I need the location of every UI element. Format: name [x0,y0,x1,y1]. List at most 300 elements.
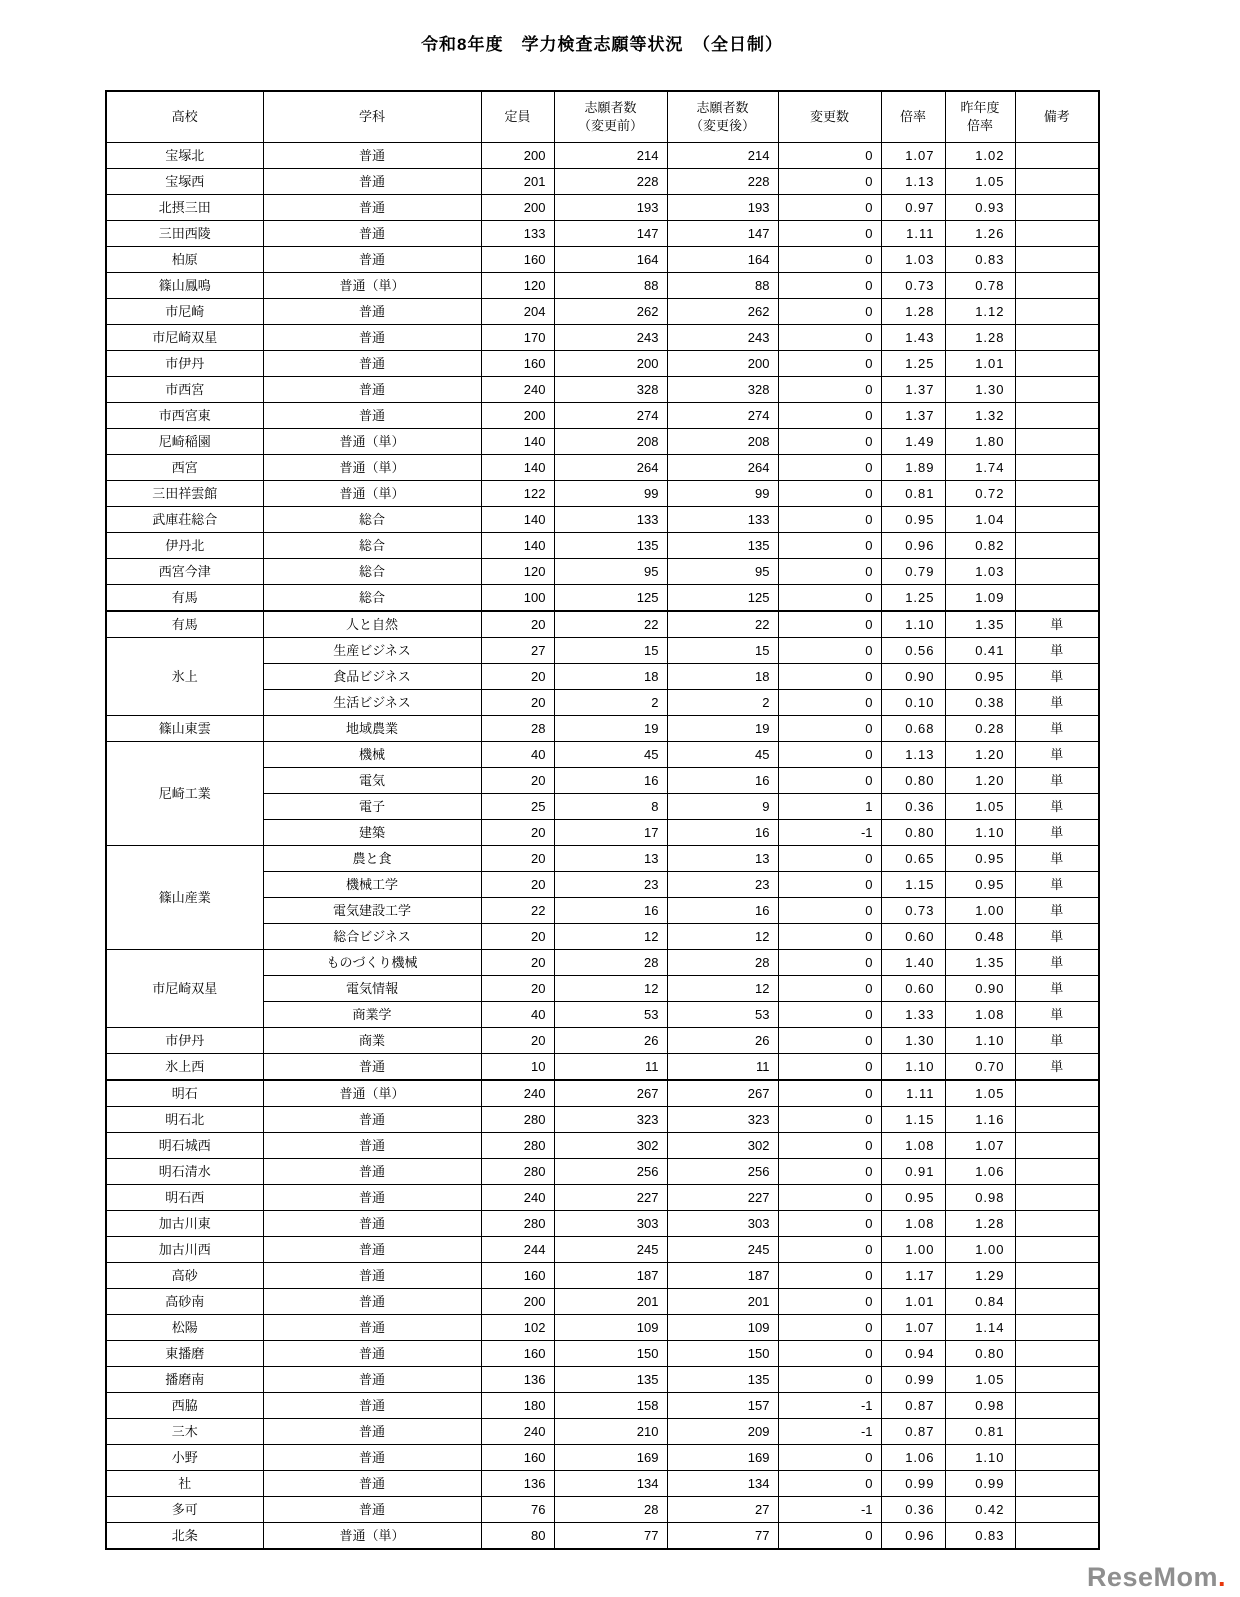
department-cell: 普通 [263,1106,481,1132]
capacity-cell: 140 [481,506,554,532]
ratio-cell: 0.96 [881,1522,945,1549]
capacity-cell: 100 [481,584,554,611]
applicants-before-cell: 28 [554,1496,667,1522]
change-count-cell: 0 [778,1522,881,1549]
applicants-after-cell: 147 [667,220,778,246]
applicants-after-cell: 209 [667,1418,778,1444]
capacity-cell: 240 [481,1184,554,1210]
applicants-before-cell: 264 [554,454,667,480]
header-ratio: 倍率 [881,91,945,142]
applicants-before-cell: 200 [554,350,667,376]
page-title: 令和8年度 学力検査志願等状況 （全日制） [421,35,783,54]
applicants-before-cell: 19 [554,715,667,741]
applicants-after-cell: 201 [667,1288,778,1314]
table-row [106,1080,1099,1107]
capacity-cell: 136 [481,1470,554,1496]
ratio-cell: 1.89 [881,454,945,480]
note-cell [1015,1158,1099,1184]
applicants-after-cell: 16 [667,767,778,793]
last-year-ratio-cell: 1.26 [945,220,1015,246]
note-cell [1015,1418,1099,1444]
change-count-cell: 0 [778,1314,881,1340]
applicants-after-cell: 28 [667,949,778,975]
applicants-before-cell: 109 [554,1314,667,1340]
table-row [106,1053,1099,1080]
note-cell [1015,1236,1099,1262]
department-cell: 普通 [263,1262,481,1288]
applicants-before-cell: 12 [554,975,667,1001]
table-row [106,1444,1099,1470]
ratio-cell: 1.00 [881,1236,945,1262]
applicants-before-cell: 328 [554,376,667,402]
change-count-cell: 0 [778,324,881,350]
department-cell: 普通 [263,1470,481,1496]
note-cell [1015,324,1099,350]
school-name-cell: 市尼崎双星 [106,324,263,350]
capacity-cell: 20 [481,611,554,638]
school-name-cell: 北摂三田 [106,194,263,220]
applicants-after-cell: 53 [667,1001,778,1027]
change-count-cell: 0 [778,741,881,767]
ratio-cell: 0.73 [881,897,945,923]
resemom-logo-dot: . [1217,1562,1226,1592]
last-year-ratio-cell: 1.10 [945,1444,1015,1470]
note-cell: 単 [1015,949,1099,975]
department-cell: 普通（単） [263,480,481,506]
note-cell [1015,1340,1099,1366]
ratio-cell: 1.11 [881,220,945,246]
applicants-after-cell: 13 [667,845,778,871]
department-cell: 普通（単） [263,1080,481,1107]
last-year-ratio-cell: 0.78 [945,272,1015,298]
applicants-before-cell: 135 [554,532,667,558]
capacity-cell: 170 [481,324,554,350]
change-count-cell: 0 [778,1444,881,1470]
change-count-cell: 0 [778,142,881,168]
last-year-ratio-cell: 0.95 [945,871,1015,897]
table-row [106,949,1099,975]
header-applicants-before: 志願者数 （変更前） [554,91,667,142]
last-year-ratio-cell: 1.03 [945,558,1015,584]
resemom-logo [1087,1562,1226,1593]
last-year-ratio-cell: 1.20 [945,767,1015,793]
department-cell: 総合 [263,532,481,558]
note-cell [1015,1392,1099,1418]
note-cell: 単 [1015,767,1099,793]
school-name-cell: 三木 [106,1418,263,1444]
capacity-cell: 200 [481,1288,554,1314]
table-row [106,350,1099,376]
school-name-cell: 松陽 [106,1314,263,1340]
ratio-cell: 1.13 [881,741,945,767]
ratio-cell: 1.03 [881,246,945,272]
department-cell: 普通 [263,1288,481,1314]
change-count-cell: 0 [778,1340,881,1366]
ratio-cell: 1.37 [881,376,945,402]
change-count-cell: -1 [778,819,881,845]
note-cell: 単 [1015,637,1099,663]
table-row [106,1027,1099,1053]
applicants-before-cell: 11 [554,1053,667,1080]
table-row [106,402,1099,428]
school-name-cell: 柏原 [106,246,263,272]
capacity-cell: 22 [481,897,554,923]
applicants-after-cell: 22 [667,611,778,638]
department-cell: 電子 [263,793,481,819]
applicants-before-cell: 133 [554,506,667,532]
applicants-before-cell: 88 [554,272,667,298]
last-year-ratio-cell: 1.14 [945,1314,1015,1340]
capacity-cell: 200 [481,194,554,220]
change-count-cell: 0 [778,845,881,871]
note-cell: 単 [1015,1001,1099,1027]
last-year-ratio-cell: 0.72 [945,480,1015,506]
table-row [106,376,1099,402]
school-name-cell: 播磨南 [106,1366,263,1392]
applicants-after-cell: 256 [667,1158,778,1184]
table-row [106,637,1099,663]
department-cell: 地域農業 [263,715,481,741]
change-count-cell: 0 [778,558,881,584]
school-name-cell: 有馬 [106,584,263,611]
applicants-after-cell: 274 [667,402,778,428]
note-cell: 単 [1015,1027,1099,1053]
note-cell [1015,168,1099,194]
applicants-before-cell: 214 [554,142,667,168]
header-department: 学科 [263,91,481,142]
department-cell: 普通 [263,1366,481,1392]
department-cell: 機械 [263,741,481,767]
note-cell: 単 [1015,975,1099,1001]
last-year-ratio-cell: 0.98 [945,1184,1015,1210]
capacity-cell: 200 [481,142,554,168]
last-year-ratio-cell: 0.95 [945,663,1015,689]
note-cell [1015,584,1099,611]
capacity-cell: 180 [481,1392,554,1418]
applicants-after-cell: 16 [667,819,778,845]
note-cell [1015,428,1099,454]
capacity-cell: 204 [481,298,554,324]
applicants-after-cell: 125 [667,584,778,611]
ratio-cell: 1.08 [881,1210,945,1236]
table-body [106,142,1099,1549]
last-year-ratio-cell: 0.48 [945,923,1015,949]
applicants-before-cell: 267 [554,1080,667,1107]
last-year-ratio-cell: 1.10 [945,1027,1015,1053]
change-count-cell: 0 [778,1184,881,1210]
last-year-ratio-cell: 0.70 [945,1053,1015,1080]
ratio-cell: 0.91 [881,1158,945,1184]
change-count-cell: 0 [778,376,881,402]
table-row [106,1288,1099,1314]
applicants-before-cell: 135 [554,1366,667,1392]
department-cell: 普通（単） [263,1522,481,1549]
last-year-ratio-cell: 0.98 [945,1392,1015,1418]
school-name-cell: 市尼崎双星 [106,949,263,1027]
table-row [106,1184,1099,1210]
capacity-cell: 20 [481,663,554,689]
table-row [106,1158,1099,1184]
change-count-cell: 0 [778,1080,881,1107]
change-count-cell: 1 [778,793,881,819]
applicants-before-cell: 193 [554,194,667,220]
school-name-cell: 有馬 [106,611,263,638]
school-name-cell: 篠山鳳鳴 [106,272,263,298]
department-cell: 総合ビジネス [263,923,481,949]
capacity-cell: 160 [481,350,554,376]
last-year-ratio-cell: 1.04 [945,506,1015,532]
school-name-cell: 篠山東雲 [106,715,263,741]
capacity-cell: 20 [481,1027,554,1053]
applicants-after-cell: 77 [667,1522,778,1549]
change-count-cell: 0 [778,246,881,272]
applicants-after-cell: 88 [667,272,778,298]
note-cell [1015,532,1099,558]
school-name-cell: 宝塚西 [106,168,263,194]
applicants-after-cell: 157 [667,1392,778,1418]
capacity-cell: 122 [481,480,554,506]
last-year-ratio-cell: 0.83 [945,246,1015,272]
note-cell [1015,1106,1099,1132]
applicants-before-cell: 45 [554,741,667,767]
note-cell [1015,1262,1099,1288]
capacity-cell: 201 [481,168,554,194]
department-cell: 普通 [263,1340,481,1366]
table-row [106,1262,1099,1288]
school-name-cell: 社 [106,1470,263,1496]
department-cell: 総合 [263,584,481,611]
applicants-before-cell: 99 [554,480,667,506]
applicants-before-cell: 187 [554,1262,667,1288]
capacity-cell: 280 [481,1132,554,1158]
school-name-cell: 西宮 [106,454,263,480]
table-row [106,584,1099,611]
change-count-cell: 0 [778,637,881,663]
table-row [106,1236,1099,1262]
ratio-cell: 0.96 [881,532,945,558]
note-cell [1015,272,1099,298]
capacity-cell: 20 [481,949,554,975]
note-cell [1015,1496,1099,1522]
last-year-ratio-cell: 1.29 [945,1262,1015,1288]
change-count-cell: 0 [778,767,881,793]
department-cell: 普通 [263,246,481,272]
note-cell: 単 [1015,715,1099,741]
school-name-cell: 宝塚北 [106,142,263,168]
school-name-cell: 三田西陵 [106,220,263,246]
change-count-cell: -1 [778,1392,881,1418]
school-name-cell: 小野 [106,1444,263,1470]
note-cell [1015,1522,1099,1549]
table-row [106,1340,1099,1366]
header-last-year-ratio: 昨年度 倍率 [945,91,1015,142]
last-year-ratio-cell: 1.35 [945,949,1015,975]
note-cell: 単 [1015,871,1099,897]
capacity-cell: 120 [481,558,554,584]
last-year-ratio-cell: 1.35 [945,611,1015,638]
table-row [106,845,1099,871]
department-cell: 普通 [263,1158,481,1184]
applicants-after-cell: 15 [667,637,778,663]
ratio-cell: 1.49 [881,428,945,454]
last-year-ratio-cell: 0.41 [945,637,1015,663]
last-year-ratio-cell: 1.20 [945,741,1015,767]
ratio-cell: 0.87 [881,1392,945,1418]
capacity-cell: 240 [481,1418,554,1444]
ratio-cell: 1.17 [881,1262,945,1288]
applicants-before-cell: 169 [554,1444,667,1470]
capacity-cell: 10 [481,1053,554,1080]
ratio-cell: 0.36 [881,1496,945,1522]
school-name-cell: 篠山産業 [106,845,263,949]
applicants-before-cell: 12 [554,923,667,949]
school-name-cell: 三田祥雲館 [106,480,263,506]
capacity-cell: 140 [481,428,554,454]
last-year-ratio-cell: 0.99 [945,1470,1015,1496]
ratio-cell: 1.11 [881,1080,945,1107]
applicants-after-cell: 193 [667,194,778,220]
applicants-before-cell: 243 [554,324,667,350]
applicants-after-cell: 243 [667,324,778,350]
department-cell: 普通（単） [263,272,481,298]
department-cell: 普通 [263,298,481,324]
applicants-after-cell: 12 [667,923,778,949]
table-row [106,558,1099,584]
table-row [106,480,1099,506]
capacity-cell: 20 [481,689,554,715]
note-cell: 単 [1015,897,1099,923]
capacity-cell: 160 [481,1444,554,1470]
applicants-before-cell: 303 [554,1210,667,1236]
table-row [106,246,1099,272]
header-school: 高校 [106,91,263,142]
applicants-before-cell: 256 [554,1158,667,1184]
applicants-before-cell: 2 [554,689,667,715]
capacity-cell: 133 [481,220,554,246]
applicants-after-cell: 302 [667,1132,778,1158]
table-row [106,168,1099,194]
last-year-ratio-cell: 0.95 [945,845,1015,871]
applicants-after-cell: 267 [667,1080,778,1107]
applicants-after-cell: 135 [667,532,778,558]
table-row [106,532,1099,558]
ratio-cell: 1.01 [881,1288,945,1314]
ratio-cell: 1.06 [881,1444,945,1470]
department-cell: 建築 [263,819,481,845]
table-row [106,715,1099,741]
change-count-cell: 0 [778,1366,881,1392]
capacity-cell: 20 [481,975,554,1001]
applicants-after-cell: 164 [667,246,778,272]
school-name-cell: 北条 [106,1522,263,1549]
change-count-cell: 0 [778,949,881,975]
applicants-after-cell: 9 [667,793,778,819]
table-row [106,1470,1099,1496]
applicants-before-cell: 201 [554,1288,667,1314]
applicants-after-cell: 169 [667,1444,778,1470]
applicants-after-cell: 150 [667,1340,778,1366]
applicants-after-cell: 134 [667,1470,778,1496]
department-cell: 普通（単） [263,454,481,480]
ratio-cell: 1.15 [881,871,945,897]
applicants-after-cell: 18 [667,663,778,689]
last-year-ratio-cell: 1.05 [945,1080,1015,1107]
change-count-cell: 0 [778,611,881,638]
applicants-after-cell: 45 [667,741,778,767]
change-count-cell: 0 [778,1210,881,1236]
school-name-cell: 明石西 [106,1184,263,1210]
ratio-cell: 0.80 [881,819,945,845]
note-cell [1015,1470,1099,1496]
change-count-cell: 0 [778,871,881,897]
note-cell [1015,402,1099,428]
school-name-cell: 氷上西 [106,1053,263,1080]
last-year-ratio-cell: 1.12 [945,298,1015,324]
capacity-cell: 160 [481,1340,554,1366]
ratio-cell: 0.60 [881,975,945,1001]
note-cell: 単 [1015,1053,1099,1080]
applicants-after-cell: 11 [667,1053,778,1080]
capacity-cell: 280 [481,1210,554,1236]
school-name-cell: 多可 [106,1496,263,1522]
note-cell [1015,1366,1099,1392]
school-name-cell: 加古川東 [106,1210,263,1236]
ratio-cell: 0.80 [881,767,945,793]
school-name-cell: 東播磨 [106,1340,263,1366]
applicants-before-cell: 164 [554,246,667,272]
last-year-ratio-cell: 0.42 [945,1496,1015,1522]
capacity-cell: 160 [481,1262,554,1288]
note-cell [1015,298,1099,324]
applicants-after-cell: 26 [667,1027,778,1053]
last-year-ratio-cell: 1.02 [945,142,1015,168]
applicants-before-cell: 150 [554,1340,667,1366]
note-cell: 単 [1015,611,1099,638]
note-cell [1015,1444,1099,1470]
last-year-ratio-cell: 1.05 [945,168,1015,194]
ratio-cell: 1.10 [881,611,945,638]
last-year-ratio-cell: 1.00 [945,897,1015,923]
table-row [106,428,1099,454]
ratio-cell: 0.87 [881,1418,945,1444]
ratio-cell: 1.10 [881,1053,945,1080]
note-cell: 単 [1015,689,1099,715]
change-count-cell: 0 [778,923,881,949]
applicants-before-cell: 158 [554,1392,667,1418]
applicants-before-cell: 302 [554,1132,667,1158]
capacity-cell: 280 [481,1106,554,1132]
applicants-before-cell: 17 [554,819,667,845]
table-row [106,1418,1099,1444]
department-cell: 普通 [263,1314,481,1340]
applicants-before-cell: 245 [554,1236,667,1262]
school-name-cell: 高砂南 [106,1288,263,1314]
last-year-ratio-cell: 1.74 [945,454,1015,480]
ratio-cell: 0.65 [881,845,945,871]
change-count-cell: 0 [778,168,881,194]
applicants-after-cell: 228 [667,168,778,194]
applicants-before-cell: 147 [554,220,667,246]
department-cell: ものづくり機械 [263,949,481,975]
department-cell: 電気 [263,767,481,793]
department-cell: 生産ビジネス [263,637,481,663]
table-row [106,506,1099,532]
ratio-cell: 0.95 [881,506,945,532]
applicants-before-cell: 16 [554,897,667,923]
table-row [106,272,1099,298]
school-name-cell: 市伊丹 [106,1027,263,1053]
last-year-ratio-cell: 0.84 [945,1288,1015,1314]
